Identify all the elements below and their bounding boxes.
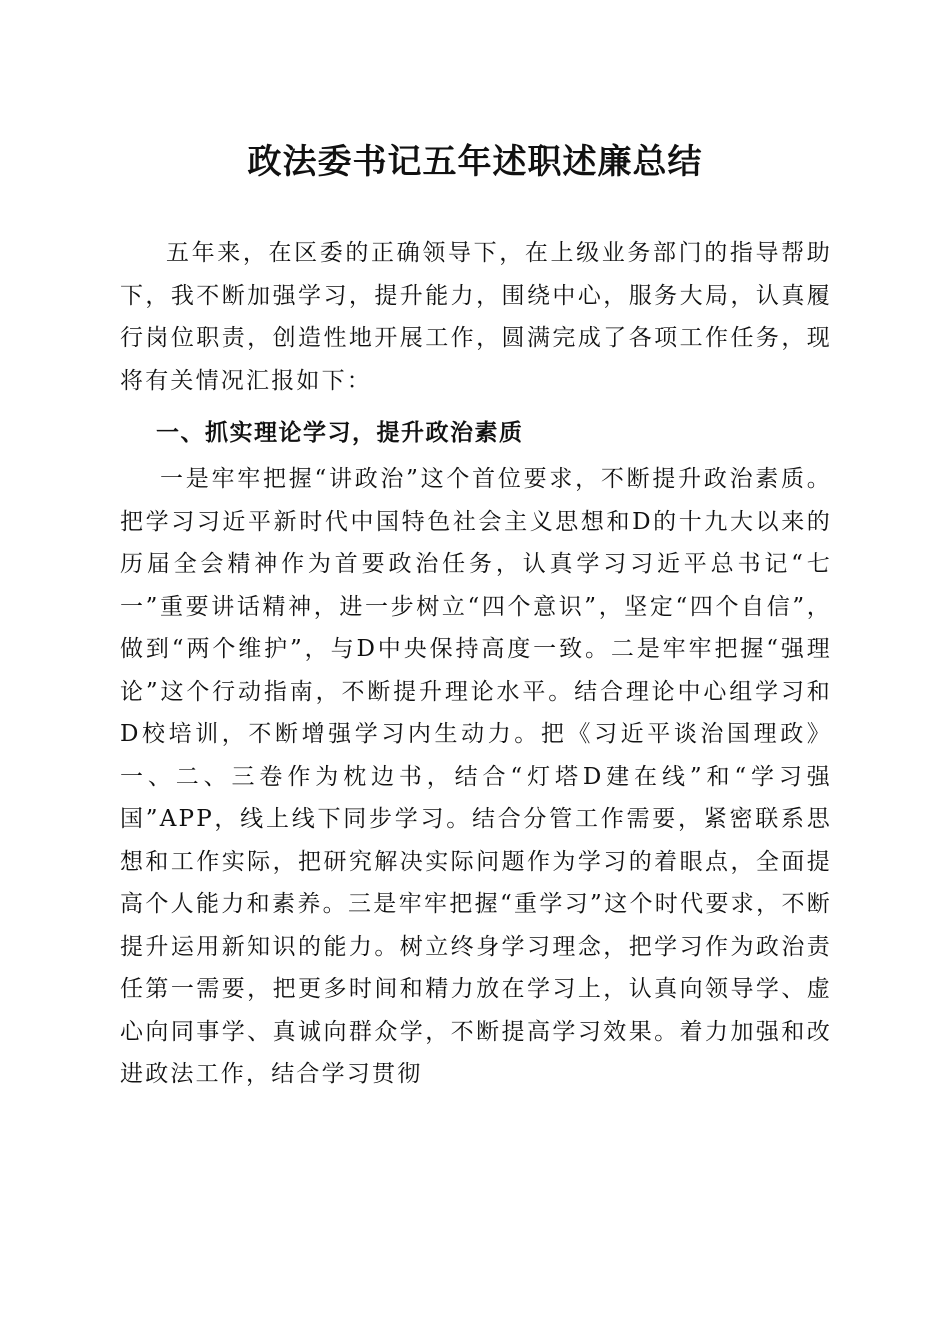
document-title: 政法委书记五年述职述廉总结 (247, 142, 703, 182)
intro-paragraph: 五年来，在区委的正确领导下，在上级业务部门的指导帮助下，我不断加强学习，提升能力，围绕中心，服务大局，认真履行岗位职责，创造性地开展工作，圆满完成了各项工作任务，现将有关情况汇报如下： (120, 240, 832, 394)
section-paragraph: 一是牢牢把握“讲政治”这个首位要求，不断提升政治素质。把学习习近平新时代中国特色社会主义思想和D的十九大以来的历届全会精神作为首要政治任务，认真学习习近平总书记“七一”重要讲话精神，进一步树立“四个意识”，坚定“四个自信”，做到“两个维护”，与D中央保持高度一致。二是牢牢把握“强理论”这个行动指南，不断提升理论水平。结合理论中心组学习和D校培训，不断增强学习内生动力。把《习近平谈治国理政》一、二、三卷作为枕边书，结合“灯塔D建在线”和“学习强国”APP，线上线下同步学习。结合分管工作需要，紧密联系思想和工作实际，把研究解决实际问题作为学习的着眼点，全面提高个人能力和素养。三是牢牢把握“重学习”这个时代要求，不断提升运用新知识的能力。树立终身学习理念，把学习作为政治责任第一需要，把更多时间和精力放在学习上，认真向领导学、虚心向同事学、真诚向群众学，不断提高学习效果。着力加强和改进政法工作，结合学习贯彻 (120, 466, 832, 1087)
section-heading: 一、抓实理论学习，提升政治素质 (156, 420, 524, 446)
